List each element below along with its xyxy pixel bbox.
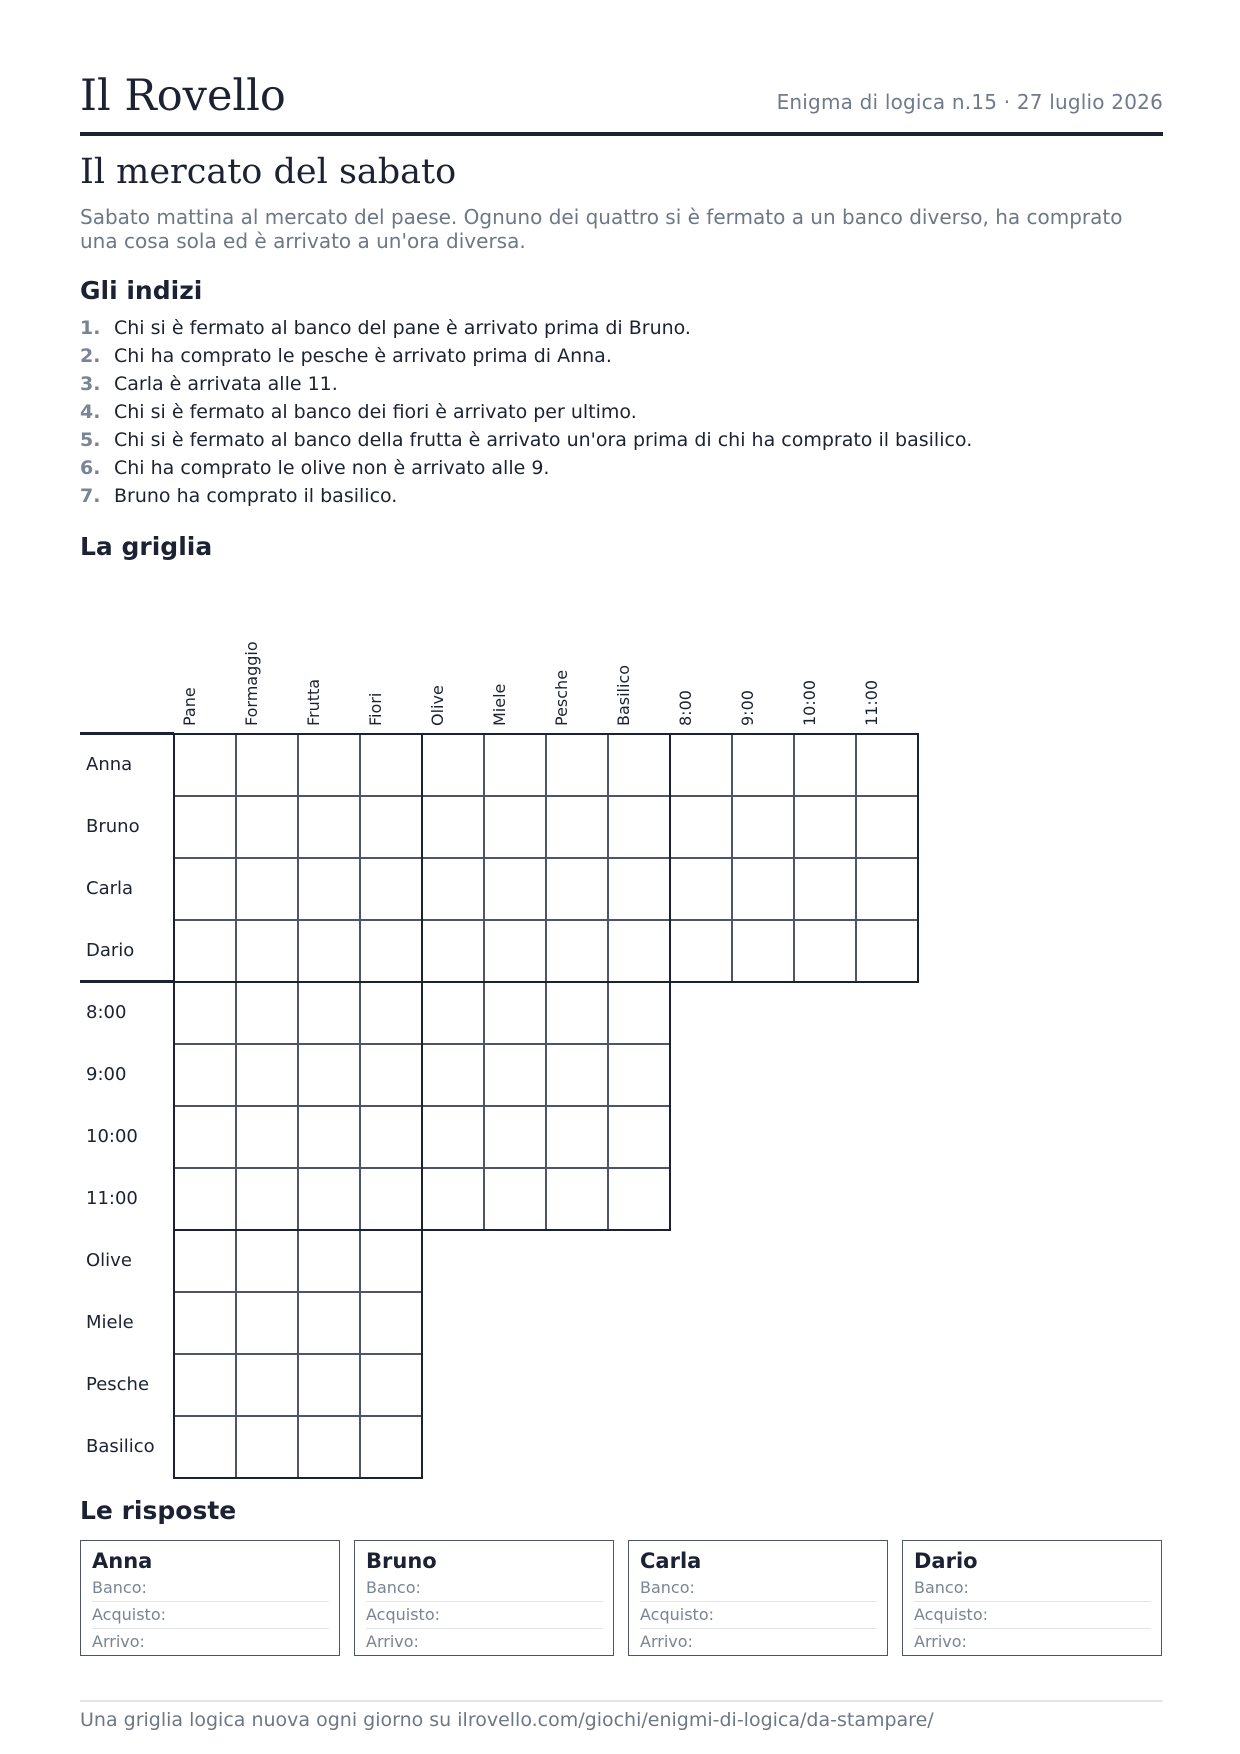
grid-cell[interactable] — [546, 1044, 608, 1106]
answer-card-anna — [80, 1540, 340, 1656]
grid-cell[interactable] — [298, 920, 360, 982]
grid-cell[interactable] — [298, 1354, 360, 1416]
brand-title: Il Rovello — [80, 71, 286, 121]
grid-cell[interactable] — [608, 858, 670, 920]
answer-field-arrivo[interactable]: Arrivo: — [366, 1632, 419, 1651]
grid-cell[interactable] — [298, 1292, 360, 1354]
column-header — [608, 580, 670, 730]
grid-cell[interactable] — [422, 796, 484, 858]
column-label-fiori: Fiori — [366, 692, 385, 726]
grid-cell[interactable] — [360, 734, 422, 796]
grid-cell[interactable] — [546, 858, 608, 920]
grid-cell[interactable] — [236, 1168, 298, 1230]
grid-cell[interactable] — [422, 1168, 484, 1230]
column-header — [546, 580, 608, 730]
grid-cell[interactable] — [608, 920, 670, 982]
column-header — [856, 580, 918, 730]
answer-name: Anna — [92, 1549, 153, 1573]
grid-cell[interactable] — [360, 1292, 422, 1354]
grid-cell[interactable] — [484, 982, 546, 1044]
row-label-pesche: Pesche — [86, 1374, 150, 1395]
grid-cell[interactable] — [360, 1416, 422, 1478]
grid-cell[interactable] — [546, 734, 608, 796]
grid-cell[interactable] — [484, 1106, 546, 1168]
grid-cell[interactable] — [174, 1044, 236, 1106]
grid-cell[interactable] — [794, 858, 856, 920]
clue-item — [80, 342, 972, 370]
grid-cell[interactable] — [422, 982, 484, 1044]
answers-row — [80, 1540, 1163, 1658]
grid-cell[interactable] — [360, 1168, 422, 1230]
grid-cell[interactable] — [484, 1168, 546, 1230]
answer-field-banco[interactable]: Banco: — [92, 1575, 329, 1602]
grid-cell[interactable] — [670, 734, 732, 796]
grid-cell[interactable] — [422, 858, 484, 920]
row-label-8-00: 8:00 — [86, 1002, 127, 1023]
grid-cell[interactable] — [856, 858, 918, 920]
grid-cell[interactable] — [794, 796, 856, 858]
clue-item — [80, 426, 972, 454]
grid-top-rule — [80, 732, 174, 735]
answer-field-banco[interactable]: Banco: — [366, 1575, 603, 1602]
clue-number: 6. — [80, 457, 101, 479]
grid-cell[interactable] — [732, 920, 794, 982]
clue-number: 5. — [80, 429, 101, 451]
column-label-8-00: 8:00 — [676, 690, 695, 726]
row-label-11-00: 11:00 — [86, 1188, 138, 1209]
answer-field-arrivo[interactable]: Arrivo: — [640, 1632, 693, 1651]
grid-cell[interactable] — [484, 796, 546, 858]
grid-cell[interactable] — [174, 858, 236, 920]
grid-cell[interactable] — [174, 1230, 236, 1292]
column-label-olive: Olive — [428, 685, 447, 726]
grid-cell[interactable] — [174, 796, 236, 858]
grid-cell[interactable] — [174, 1416, 236, 1478]
answer-field-acquisto[interactable]: Acquisto: — [366, 1602, 603, 1629]
row-label-10-00: 10:00 — [86, 1126, 138, 1147]
answer-name: Carla — [640, 1549, 702, 1573]
grid-cell[interactable] — [236, 1354, 298, 1416]
grid-cell[interactable] — [422, 920, 484, 982]
grid-cell[interactable] — [360, 1044, 422, 1106]
grid-cell[interactable] — [298, 734, 360, 796]
row-label-miele: Miele — [86, 1312, 134, 1333]
answer-card-bruno — [354, 1540, 614, 1656]
column-header — [360, 580, 422, 730]
grid-cell[interactable] — [732, 858, 794, 920]
grid-cell[interactable] — [484, 858, 546, 920]
column-header — [670, 580, 732, 730]
grid-cell[interactable] — [422, 734, 484, 796]
grid-cell[interactable] — [298, 858, 360, 920]
grid-cell[interactable] — [298, 1106, 360, 1168]
grid-cell[interactable] — [608, 734, 670, 796]
column-label-basilico: Basilico — [614, 664, 633, 726]
grid-cell[interactable] — [236, 1106, 298, 1168]
clue-item — [80, 482, 972, 510]
grid-cell[interactable] — [236, 1230, 298, 1292]
column-header — [484, 580, 546, 730]
grid-cell[interactable] — [298, 1230, 360, 1292]
grid-cell[interactable] — [670, 858, 732, 920]
grid-cell[interactable] — [236, 1044, 298, 1106]
answer-field-acquisto[interactable]: Acquisto: — [640, 1602, 877, 1629]
clue-number: 4. — [80, 401, 101, 423]
logic-grid — [80, 580, 920, 1480]
row-label-bruno: Bruno — [86, 816, 140, 837]
grid-cell[interactable] — [174, 1354, 236, 1416]
column-header — [732, 580, 794, 730]
column-header — [422, 580, 484, 730]
grid-cell[interactable] — [236, 1292, 298, 1354]
grid-cell[interactable] — [236, 858, 298, 920]
grid-cell[interactable] — [422, 1106, 484, 1168]
answer-field-banco[interactable]: Banco: — [914, 1575, 1151, 1602]
answer-name: Bruno — [366, 1549, 437, 1573]
grid-cell[interactable] — [236, 920, 298, 982]
clue-text: Chi si è fermato al banco dei fiori è arrivato per ultimo. — [114, 401, 637, 423]
grid-cell[interactable] — [794, 734, 856, 796]
grid-cell[interactable] — [484, 1044, 546, 1106]
grid-cell[interactable] — [546, 920, 608, 982]
clue-text: Chi ha comprato le olive non è arrivato alle 9. — [114, 457, 550, 479]
column-header — [174, 580, 236, 730]
answer-card-carla — [628, 1540, 888, 1656]
grid-cell[interactable] — [236, 734, 298, 796]
grid-cell[interactable] — [298, 982, 360, 1044]
column-label-10-00: 10:00 — [800, 679, 819, 726]
grid-divider-rule — [80, 980, 174, 983]
grid-cell[interactable] — [360, 1230, 422, 1292]
grid-cell[interactable] — [360, 920, 422, 982]
footer-text: Una griglia logica nuova ogni giorno su ilrovello.com/giochi/enigmi-di-logica/da-stampare/ — [80, 1700, 1163, 1732]
clues-list — [80, 314, 972, 510]
answer-field-arrivo[interactable]: Arrivo: — [914, 1632, 967, 1651]
grid-cell[interactable] — [298, 796, 360, 858]
answer-field-acquisto[interactable]: Acquisto: — [92, 1602, 329, 1629]
grid-cell[interactable] — [360, 858, 422, 920]
clue-item — [80, 398, 972, 426]
grid-cell[interactable] — [546, 796, 608, 858]
clue-number: 3. — [80, 373, 101, 395]
grid-cell[interactable] — [670, 920, 732, 982]
grid-cell[interactable] — [732, 796, 794, 858]
clue-item — [80, 370, 972, 398]
clue-text: Chi si è fermato al banco della frutta è arrivato un'ora prima di chi ha comprato il basilico. — [114, 429, 973, 451]
grid-cell[interactable] — [236, 982, 298, 1044]
row-label-anna: Anna — [86, 754, 133, 775]
grid-cell[interactable] — [298, 1168, 360, 1230]
grid-cell[interactable] — [608, 796, 670, 858]
grid-cell[interactable] — [174, 982, 236, 1044]
grid-cell[interactable] — [236, 1416, 298, 1478]
column-label-formaggio: Formaggio — [242, 641, 261, 726]
column-label-miele: Miele — [490, 683, 509, 726]
column-header — [794, 580, 856, 730]
clue-text: Bruno ha comprato il basilico. — [114, 485, 398, 507]
row-label-basilico: Basilico — [86, 1436, 155, 1457]
answer-field-banco[interactable]: Banco: — [640, 1575, 877, 1602]
clue-number: 1. — [80, 317, 101, 339]
grid-cell[interactable] — [546, 982, 608, 1044]
grid-cell[interactable] — [608, 1168, 670, 1230]
grid-cell[interactable] — [360, 982, 422, 1044]
answer-field-acquisto[interactable]: Acquisto: — [914, 1602, 1151, 1629]
grid-cell[interactable] — [484, 920, 546, 982]
clue-text: Chi si è fermato al banco del pane è arrivato prima di Bruno. — [114, 317, 691, 339]
row-label-9-00: 9:00 — [86, 1064, 127, 1085]
grid-cell[interactable] — [856, 734, 918, 796]
clue-item — [80, 454, 972, 482]
puzzle-page — [80, 0, 1163, 1754]
row-label-olive: Olive — [86, 1250, 132, 1271]
clue-text: Chi ha comprato le pesche è arrivato prima di Anna. — [114, 345, 612, 367]
grid-cell[interactable] — [298, 1044, 360, 1106]
column-label-9-00: 9:00 — [738, 690, 757, 726]
grid-cell[interactable] — [856, 796, 918, 858]
grid-cell[interactable] — [608, 1044, 670, 1106]
clue-item — [80, 314, 972, 342]
column-label-frutta: Frutta — [304, 678, 323, 726]
grid-cell[interactable] — [360, 796, 422, 858]
grid-cell[interactable] — [484, 734, 546, 796]
grid-cell[interactable] — [732, 734, 794, 796]
grid-cell[interactable] — [546, 1168, 608, 1230]
answer-name: Dario — [914, 1549, 978, 1573]
grid-cell[interactable] — [174, 1292, 236, 1354]
puzzle-intro: Sabato mattina al mercato del paese. Ognuno dei quattro si è fermato a un banco diverso, ha comprato una cosa sola ed è arrivato a un'ora diversa. — [80, 205, 1123, 253]
column-header — [236, 580, 298, 730]
column-label-pane: Pane — [180, 687, 199, 726]
grid-cell[interactable] — [174, 920, 236, 982]
grid-cell[interactable] — [174, 734, 236, 796]
grid-cell[interactable] — [608, 1106, 670, 1168]
clue-text: Carla è arrivata alle 11. — [114, 373, 338, 395]
answer-field-arrivo[interactable]: Arrivo: — [92, 1632, 145, 1651]
grid-heading: La griglia — [80, 532, 213, 561]
issue-info: Enigma di logica n.15 · 27 luglio 2026 — [776, 90, 1163, 114]
grid-cell[interactable] — [174, 1106, 236, 1168]
column-label-11-00: 11:00 — [862, 679, 881, 726]
column-header — [298, 580, 360, 730]
grid-cell[interactable] — [670, 796, 732, 858]
answers-heading: Le risposte — [80, 1496, 237, 1525]
grid-cell[interactable] — [236, 796, 298, 858]
puzzle-title: Il mercato del sabato — [80, 152, 457, 192]
clue-number: 7. — [80, 485, 101, 507]
clue-number: 2. — [80, 345, 101, 367]
grid-cell[interactable] — [360, 1354, 422, 1416]
answer-card-dario — [902, 1540, 1162, 1656]
grid-cell[interactable] — [298, 1416, 360, 1478]
grid-cell[interactable] — [422, 1044, 484, 1106]
grid-cell[interactable] — [608, 982, 670, 1044]
grid-cell[interactable] — [546, 1106, 608, 1168]
grid-cell[interactable] — [174, 1168, 236, 1230]
grid-cell[interactable] — [794, 920, 856, 982]
row-label-carla: Carla — [86, 878, 134, 899]
clues-heading: Gli indizi — [80, 276, 203, 305]
grid-cell[interactable] — [360, 1106, 422, 1168]
grid-cell[interactable] — [856, 920, 918, 982]
row-label-dario: Dario — [86, 940, 135, 961]
masthead — [80, 70, 1163, 136]
column-label-pesche: Pesche — [552, 669, 571, 726]
